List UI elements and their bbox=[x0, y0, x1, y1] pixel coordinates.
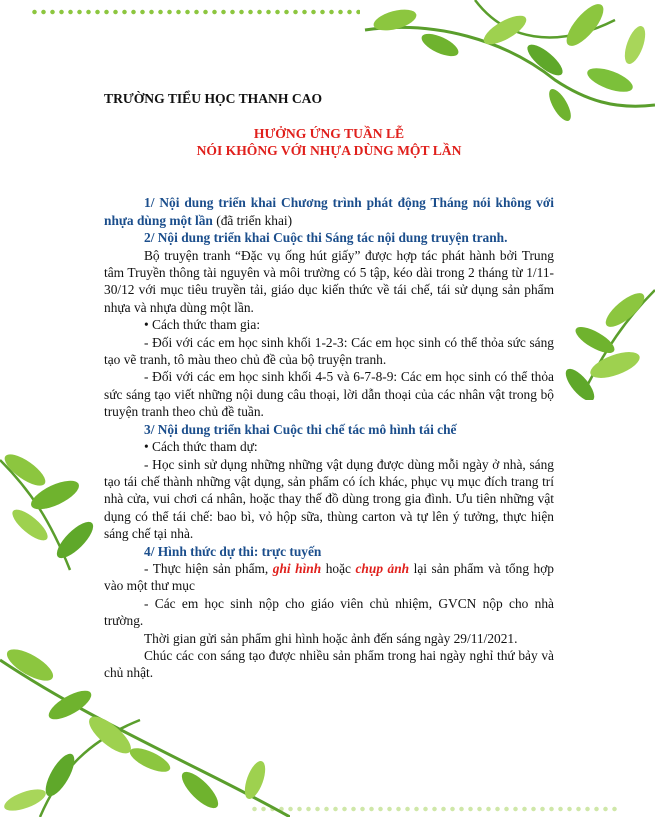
dotted-border-bottom bbox=[250, 806, 620, 812]
section-1-note: (đã triển khai) bbox=[212, 212, 293, 228]
section-2-method-label: • Cách thức tham gia: bbox=[144, 317, 261, 333]
title-line-2: NÓI KHÔNG VỚI NHỰA DÙNG MỘT LẦN bbox=[196, 143, 462, 159]
section-3-item-1: - Học sinh sử dụng những những vật dụng được dùng mỗi ngày ở nhà, sáng tạo tái chế thành những vật dụng, sản phẩm có ích khác, phục vụ mục đích trang trí nhà cửa, vui chơi cá nhân, hoặc thay thế đồ dùng trong gia đình. Ưu tiên những vật dụng có thể tái chế: bao bì, vỏ hộp sữa, thùng carton và tự lên ý tưởng, thực hiện sáng chế tại nhà. bbox=[104, 456, 554, 542]
section-2-item-1: - Đối với các em học sinh khối 1-2-3: Các em học sinh có thể thỏa sức sáng tạo vẽ tranh, tô màu theo chủ đề của bộ truyện tranh. bbox=[104, 334, 554, 368]
dotted-border-top bbox=[30, 9, 360, 15]
section-4-item-1-text-c: lại sản phẩm và tổng hợp vào một thư mục bbox=[104, 560, 554, 594]
highlight-photo: chụp ảnh bbox=[355, 560, 410, 576]
school-name: TRƯỜNG TIỂU HỌC THANH CAO bbox=[104, 91, 323, 106]
section-4-item-1-text-a: - Thực hiện sản phẩm, bbox=[144, 560, 273, 576]
section-3-method-label: • Cách thức tham dự: bbox=[144, 439, 258, 455]
section-1-heading: 1/ Nội dung triển khai Chương trình phát động Tháng nói không với nhựa dùng một lần bbox=[104, 195, 554, 228]
vine-leaves-right-icon bbox=[545, 280, 655, 400]
title-line-1: HƯỞNG ỨNG TUẦN LỄ bbox=[253, 126, 405, 142]
section-4-heading: 4/ Hình thức dự thi: trực tuyến bbox=[144, 543, 322, 559]
section-4-item-1 bbox=[104, 560, 554, 595]
section-4-deadline: Thời gian gửi sản phẩm ghi hình hoặc ảnh đến sáng ngày 29/11/2021. bbox=[144, 630, 518, 646]
section-2-item-2: - Đối với các em học sinh khối 4-5 và 6-7-8-9: Các em học sinh có thể thỏa sức sáng tạo viết những nội dung câu thoại, lời dẫn thoại của các nhân vật trong bộ truyện tranh theo chủ đề tuần. bbox=[104, 369, 554, 420]
highlight-video: ghi hình bbox=[272, 560, 322, 576]
document-body bbox=[104, 90, 554, 682]
section-2-heading: 2/ Nội dung triển khai Cuộc thi Sáng tác nội dung truyện tranh. bbox=[144, 230, 508, 246]
document-title bbox=[104, 125, 554, 159]
section-3-heading: 3/ Nội dung triển khai Cuộc thi chế tác mô hình tái chế bbox=[144, 421, 457, 437]
section-1 bbox=[104, 194, 554, 229]
section-4-item-2: - Các em học sinh nộp cho giáo viên chủ nhiệm, GVCN nộp cho nhà trường. bbox=[104, 595, 554, 629]
vine-leaves-left-icon bbox=[0, 440, 110, 580]
section-2-intro: Bộ truyện tranh “Đặc vụ ống hút giấy” được hợp tác phát hành bởi Trung tâm Truyền thông tài nguyên và môi trường có 5 tập, kéo dài trong 2 tháng từ 1/11-30/12 với mục tiêu truyền tải, giáo dục kiến thức về tái chế, tái sử dụng sản phẩm nhựa và nhựa dùng một lần. bbox=[104, 247, 554, 315]
section-4-closing: Chúc các con sáng tạo được nhiều sản phẩm trong hai ngày nghỉ thứ bảy và chủ nhật. bbox=[104, 647, 554, 681]
section-4-item-1-text-b: hoặc bbox=[321, 560, 356, 576]
